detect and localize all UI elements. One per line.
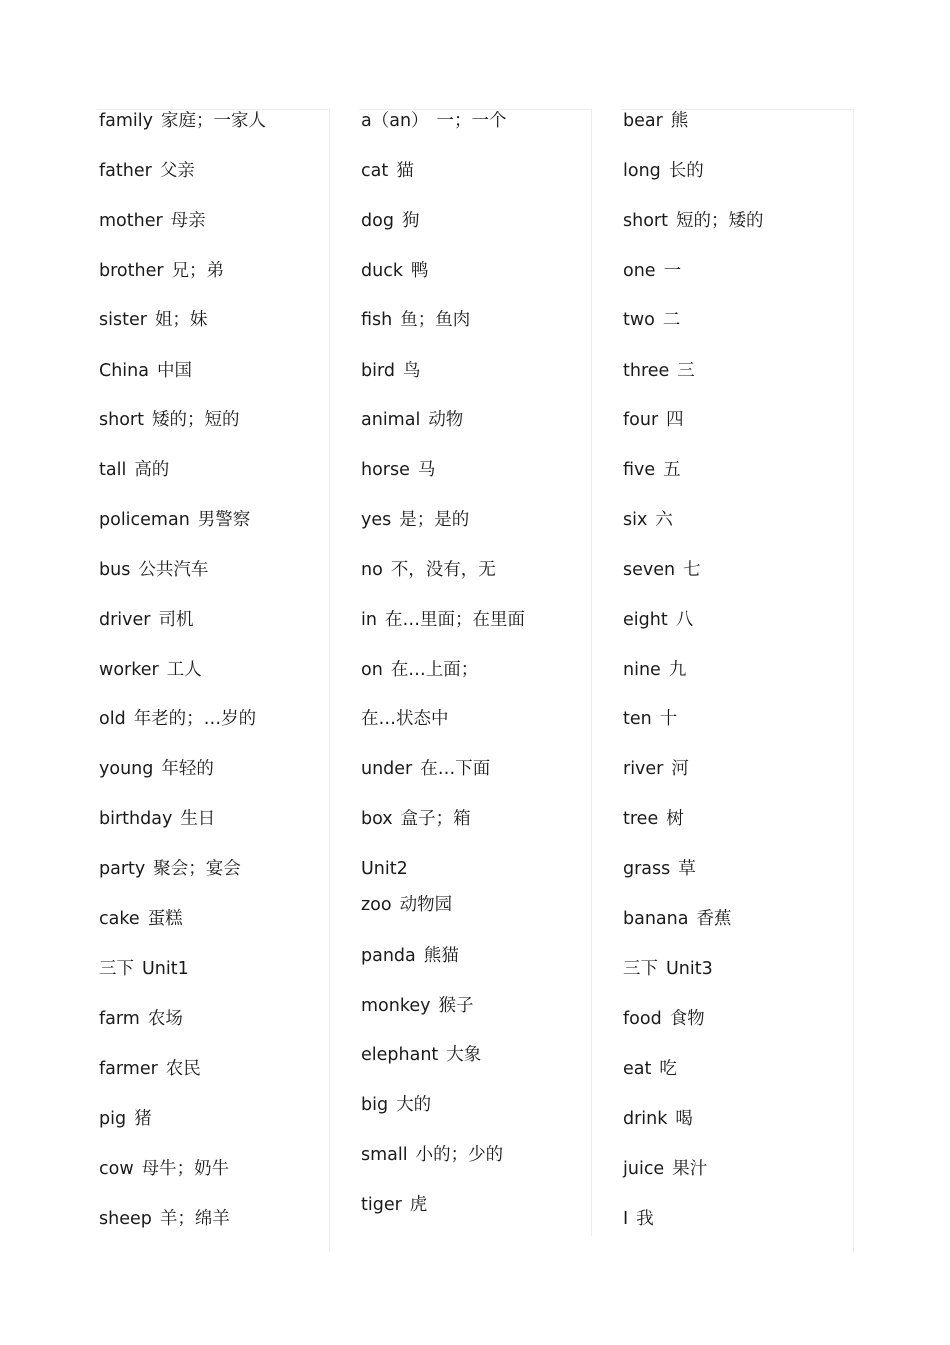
vocab-meaning: 高的 bbox=[134, 460, 170, 480]
vocab-meaning: 是；是的 bbox=[399, 510, 470, 530]
vocab-word: duck bbox=[361, 261, 403, 281]
vocab-word: worker bbox=[99, 660, 159, 680]
vocab-word: panda bbox=[361, 946, 416, 966]
vocab-meaning: 三 bbox=[677, 361, 695, 381]
vocab-word: cow bbox=[99, 1159, 134, 1179]
vocab-meaning: 六 bbox=[655, 510, 673, 530]
vocab-entry bbox=[361, 1043, 481, 1067]
vocab-entry bbox=[623, 458, 681, 482]
vocab-meaning: 小的；少的 bbox=[415, 1145, 504, 1165]
vocab-word: pig bbox=[99, 1109, 127, 1129]
vocab-meaning: 在…状态中 bbox=[361, 709, 449, 729]
vocab-word: banana bbox=[623, 909, 689, 929]
vocab-word: bus bbox=[99, 560, 131, 580]
vocab-word: sister bbox=[99, 310, 147, 330]
vocab-word: 三下 bbox=[99, 959, 134, 979]
vocab-meaning: 五 bbox=[663, 460, 681, 480]
vocab-meaning: 动物 bbox=[428, 410, 464, 430]
vocab-entry bbox=[99, 209, 206, 233]
vocab-meaning: 虎 bbox=[409, 1195, 428, 1215]
vocab-entry bbox=[623, 209, 763, 233]
vocab-word: fish bbox=[361, 310, 393, 330]
vocab-entry bbox=[99, 308, 207, 332]
vocab-entry bbox=[623, 1057, 677, 1081]
vocab-word: bird bbox=[361, 361, 395, 381]
vocab-entry bbox=[361, 807, 471, 831]
vocab-entry bbox=[99, 259, 224, 283]
vocab-entry bbox=[623, 359, 695, 383]
vocab-word: farm bbox=[99, 1009, 140, 1029]
vocab-meaning: 树 bbox=[666, 809, 684, 829]
vocab-word: cat bbox=[361, 161, 389, 181]
vocab-entry bbox=[623, 807, 684, 831]
vocab-meaning: 八 bbox=[675, 610, 694, 630]
vocab-meaning: 狗 bbox=[401, 211, 420, 231]
vocab-entry bbox=[361, 857, 416, 881]
vocab-meaning: 一 bbox=[663, 261, 682, 281]
vocab-entry bbox=[99, 1057, 201, 1081]
vocab-word: tree bbox=[623, 809, 659, 829]
vocab-meaning: 果汁 bbox=[672, 1159, 708, 1179]
vocab-meaning: 猪 bbox=[134, 1109, 152, 1129]
vocab-meaning: 姐；妹 bbox=[154, 310, 208, 330]
vocab-word: yes bbox=[361, 510, 392, 530]
vocab-meaning: 鸟 bbox=[402, 361, 421, 381]
vocab-word: tall bbox=[99, 460, 127, 480]
vocab-word: elephant bbox=[361, 1045, 439, 1065]
vocab-word: box bbox=[361, 809, 393, 829]
vocab-entry bbox=[99, 658, 202, 682]
vocab-entry bbox=[361, 308, 470, 332]
vocab-meaning: 大象 bbox=[446, 1045, 482, 1065]
vocab-word: eight bbox=[623, 610, 668, 630]
vocab-word: tiger bbox=[361, 1195, 402, 1215]
vocab-meaning: 短的；矮的 bbox=[675, 211, 764, 231]
vocab-entry bbox=[99, 458, 169, 482]
vocab-word: I bbox=[623, 1209, 629, 1229]
vocab-word: father bbox=[99, 161, 152, 181]
vocab-entry bbox=[361, 508, 469, 532]
vocab-meaning: 在…下面 bbox=[420, 759, 491, 779]
vocab-word: big bbox=[361, 1095, 389, 1115]
vocab-entry bbox=[361, 458, 435, 482]
vocab-entry bbox=[361, 259, 428, 283]
vocab-meaning: 家庭；一家人 bbox=[161, 111, 267, 131]
vocab-entry bbox=[623, 857, 696, 881]
vocab-word: family bbox=[99, 111, 154, 131]
vocab-meaning: 长的 bbox=[668, 161, 704, 181]
vocab-entry bbox=[623, 608, 693, 632]
vocab-word: food bbox=[623, 1009, 662, 1029]
vocab-word: juice bbox=[623, 1159, 665, 1179]
vocab-entry bbox=[99, 857, 241, 881]
vocab-entry bbox=[623, 757, 689, 781]
vocab-entry bbox=[361, 558, 496, 582]
vocab-word: short bbox=[99, 410, 144, 430]
vocab-meaning: 熊 bbox=[670, 111, 689, 131]
vocab-word: farmer bbox=[99, 1059, 158, 1079]
vocab-entry bbox=[361, 109, 507, 133]
vocab-meaning: 四 bbox=[666, 410, 684, 430]
vocab-entry bbox=[99, 907, 183, 931]
vocab-meaning: 猫 bbox=[396, 161, 414, 181]
vocab-word: bear bbox=[623, 111, 663, 131]
vocab-column-3 bbox=[621, 109, 854, 1252]
vocab-meaning: 草 bbox=[678, 859, 696, 879]
vocab-meaning: 河 bbox=[671, 759, 689, 779]
vocab-meaning: 食物 bbox=[669, 1009, 705, 1029]
vocab-word: policeman bbox=[99, 510, 190, 530]
vocab-meaning: 七 bbox=[683, 560, 701, 580]
vocab-meaning: 农场 bbox=[147, 1009, 183, 1029]
vocab-entry bbox=[99, 957, 189, 981]
vocab-word: under bbox=[361, 759, 413, 779]
vocab-entry bbox=[99, 159, 195, 183]
vocab-entry bbox=[361, 757, 490, 781]
vocab-column-2 bbox=[359, 109, 592, 1236]
vocab-word: no bbox=[361, 560, 383, 580]
vocab-meaning: 香蕉 bbox=[696, 909, 732, 929]
vocab-entry bbox=[99, 558, 208, 582]
vocab-meaning: 大的 bbox=[396, 1095, 432, 1115]
vocab-word: one bbox=[623, 261, 656, 281]
vocab-word: 三下 bbox=[623, 959, 658, 979]
vocab-word: small bbox=[361, 1145, 408, 1165]
vocab-word: China bbox=[99, 361, 149, 381]
vocab-word: river bbox=[623, 759, 664, 779]
vocab-meaning: 在…里面；在里面 bbox=[384, 610, 525, 630]
vocab-entry bbox=[623, 259, 681, 283]
vocab-word: five bbox=[623, 460, 656, 480]
vocab-entry bbox=[623, 109, 688, 133]
vocab-meaning: 盒子；箱 bbox=[400, 809, 471, 829]
vocab-entry bbox=[99, 1207, 230, 1231]
vocab-meaning: 马 bbox=[417, 460, 436, 480]
vocab-entry bbox=[361, 408, 463, 432]
vocab-word: sheep bbox=[99, 1209, 152, 1229]
vocab-entry bbox=[361, 994, 473, 1018]
vocab-meaning: 熊猫 bbox=[423, 946, 459, 966]
vocab-entry bbox=[99, 807, 215, 831]
vocab-entry bbox=[361, 159, 414, 183]
vocab-word: driver bbox=[99, 610, 151, 630]
vocab-entry bbox=[623, 707, 677, 731]
vocab-meaning: 公共汽车 bbox=[138, 560, 209, 580]
vocab-meaning: 工人 bbox=[166, 660, 202, 680]
vocab-entry bbox=[99, 1107, 152, 1131]
vocab-meaning: 中国 bbox=[157, 361, 192, 381]
vocab-entry bbox=[99, 508, 250, 532]
vocab-word: four bbox=[623, 410, 659, 430]
vocab-entry bbox=[361, 608, 525, 632]
vocab-column-1 bbox=[97, 109, 330, 1252]
vocab-entry bbox=[99, 109, 266, 133]
vocab-entry bbox=[361, 359, 420, 383]
vocab-word: on bbox=[361, 660, 383, 680]
vocab-word: birthday bbox=[99, 809, 173, 829]
vocab-entry bbox=[99, 359, 192, 383]
vocab-word: seven bbox=[623, 560, 676, 580]
vocab-entry bbox=[623, 308, 680, 332]
vocab-entry bbox=[361, 944, 459, 968]
vocab-word: animal bbox=[361, 410, 421, 430]
vocab-word: old bbox=[99, 709, 126, 729]
vocab-meaning: 农民 bbox=[165, 1059, 201, 1079]
vocab-entry bbox=[361, 893, 452, 917]
vocab-meaning: 动物园 bbox=[399, 895, 453, 915]
vocab-meaning: 鸭 bbox=[410, 261, 429, 281]
vocab-word: in bbox=[361, 610, 377, 630]
vocab-word: nine bbox=[623, 660, 661, 680]
vocab-meaning: 鱼；鱼肉 bbox=[400, 310, 471, 330]
vocab-entry bbox=[623, 408, 684, 432]
vocab-entry bbox=[623, 957, 713, 981]
vocab-entry bbox=[361, 1193, 427, 1217]
vocab-meaning: 我 bbox=[636, 1209, 654, 1229]
vocab-meaning: 在…上面； bbox=[390, 660, 479, 680]
vocab-entry bbox=[361, 707, 449, 731]
vocab-meaning: 蛋糕 bbox=[147, 909, 183, 929]
vocab-word: cake bbox=[99, 909, 140, 929]
vocab-entry bbox=[623, 558, 701, 582]
vocab-meaning: 男警察 bbox=[197, 510, 251, 530]
vocab-entry bbox=[99, 408, 239, 432]
vocab-meaning: 一；一个 bbox=[436, 111, 507, 131]
vocab-word: six bbox=[623, 510, 648, 530]
vocab-meaning: 司机 bbox=[158, 610, 194, 630]
vocab-meaning: 不，没有，无 bbox=[390, 560, 496, 580]
vocab-word: grass bbox=[623, 859, 671, 879]
vocab-word: mother bbox=[99, 211, 163, 231]
vocab-word: ten bbox=[623, 709, 652, 729]
vocab-meaning: 猴子 bbox=[438, 996, 474, 1016]
vocab-entry bbox=[623, 159, 704, 183]
vocab-entry bbox=[99, 1007, 183, 1031]
vocab-meaning: 母牛；奶牛 bbox=[141, 1159, 230, 1179]
vocab-word: eat bbox=[623, 1059, 652, 1079]
vocab-meaning: Unit3 bbox=[666, 959, 713, 979]
vocab-word: a（an） bbox=[361, 111, 429, 131]
vocab-word: horse bbox=[361, 460, 410, 480]
vocab-meaning: 父亲 bbox=[159, 161, 195, 181]
vocab-word: party bbox=[99, 859, 146, 879]
vocab-entry bbox=[99, 608, 193, 632]
vocab-meaning: Unit1 bbox=[142, 959, 189, 979]
vocab-word: drink bbox=[623, 1109, 668, 1129]
vocab-word: zoo bbox=[361, 895, 392, 915]
vocab-meaning: 年老的；…岁的 bbox=[133, 709, 257, 729]
vocab-entry bbox=[623, 658, 686, 682]
vocab-meaning: 生日 bbox=[180, 809, 216, 829]
vocab-meaning: 年轻的 bbox=[161, 759, 214, 779]
vocab-word: young bbox=[99, 759, 154, 779]
vocab-word: monkey bbox=[361, 996, 431, 1016]
vocab-meaning: 九 bbox=[668, 660, 687, 680]
vocab-entry bbox=[623, 1157, 707, 1181]
vocab-meaning: 喝 bbox=[675, 1109, 693, 1129]
vocab-word: brother bbox=[99, 261, 164, 281]
vocab-entry bbox=[623, 1007, 705, 1031]
vocab-entry bbox=[361, 209, 419, 233]
vocab-meaning: 矮的；短的 bbox=[151, 410, 240, 430]
vocab-word: short bbox=[623, 211, 668, 231]
vocab-meaning: 兄；弟 bbox=[171, 261, 225, 281]
vocab-entry bbox=[99, 757, 214, 781]
vocab-entry bbox=[623, 907, 731, 931]
vocab-entry bbox=[99, 707, 256, 731]
vocab-entry bbox=[361, 1093, 431, 1117]
vocab-meaning: 吃 bbox=[659, 1059, 677, 1079]
vocab-entry bbox=[623, 508, 673, 532]
vocab-word: three bbox=[623, 361, 670, 381]
vocab-word: two bbox=[623, 310, 655, 330]
vocab-meaning: 母亲 bbox=[170, 211, 206, 231]
vocab-word: dog bbox=[361, 211, 394, 231]
vocab-entry bbox=[623, 1207, 654, 1231]
vocab-meaning: 二 bbox=[662, 310, 681, 330]
vocab-meaning: 聚会；宴会 bbox=[153, 859, 241, 879]
vocab-entry bbox=[623, 1107, 693, 1131]
vocab-entry bbox=[99, 1157, 229, 1181]
vocab-word: Unit2 bbox=[361, 859, 408, 879]
vocab-meaning: 十 bbox=[659, 709, 678, 729]
vocab-entry bbox=[361, 658, 478, 682]
vocab-entry bbox=[361, 1143, 503, 1167]
vocab-meaning: 羊；绵羊 bbox=[159, 1209, 230, 1229]
vocab-word: long bbox=[623, 161, 661, 181]
